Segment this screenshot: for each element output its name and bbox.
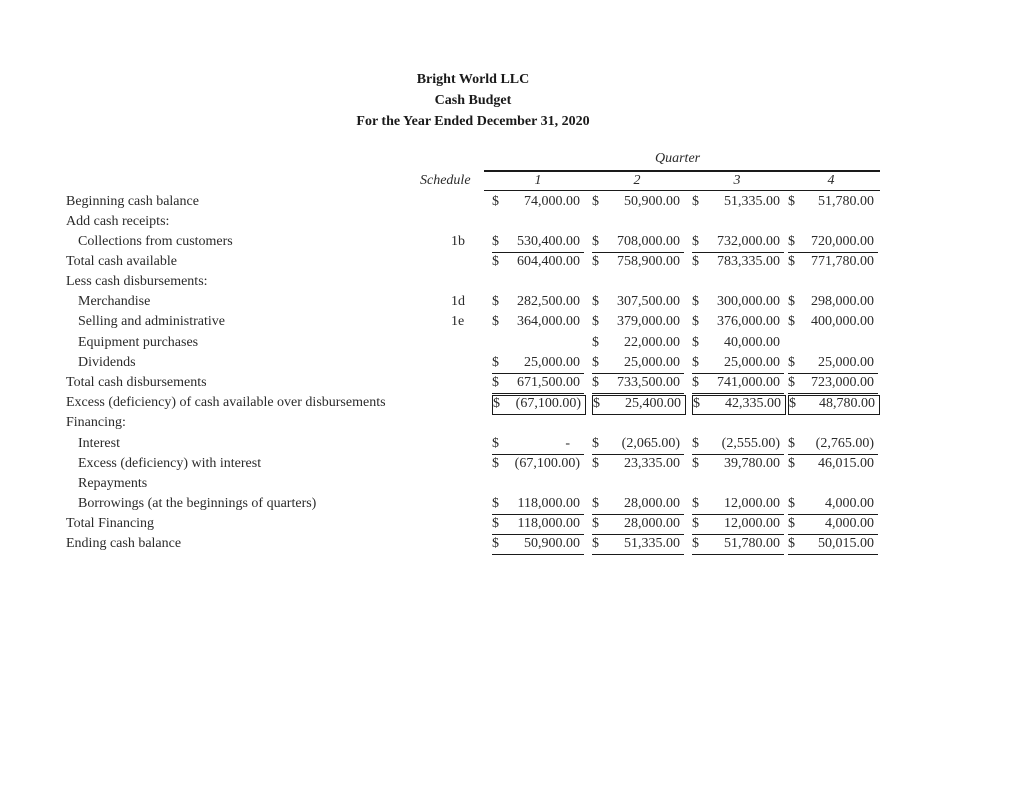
q1-cell: $ 50,900.00 [492, 536, 584, 555]
q4-cell: $ 720,000.00 [788, 234, 878, 253]
q2-cell: $ 50,900.00 [592, 194, 680, 209]
q3-cell: $ 40,000.00 [692, 335, 780, 350]
quarter-numbers-rule [484, 190, 880, 191]
row-repayments [0, 476, 1024, 496]
q2-cell: $ 28,000.00 [592, 516, 684, 535]
row-beginning-cash [0, 194, 1024, 214]
q2-cell: $ 758,900.00 [592, 254, 680, 269]
q2-cell: $ 28,000.00 [592, 496, 684, 515]
q3-cell: $ 376,000.00 [692, 314, 780, 329]
q2-cell: $ 733,500.00 [592, 375, 684, 394]
row-label: Collections from customers [78, 234, 233, 249]
q4-cell: $ 4,000.00 [788, 516, 878, 535]
row-label: Selling and administrative [78, 314, 225, 329]
q2-cell: $ 22,000.00 [592, 335, 680, 350]
schedule-header: Schedule [420, 173, 471, 188]
row-label: Ending cash balance [66, 536, 182, 551]
row-total-cash-available [0, 254, 1024, 274]
q4-cell: $ 771,780.00 [788, 254, 874, 269]
q3-cell: $ 732,000.00 [692, 234, 784, 253]
row-collections [0, 234, 1024, 254]
q4-cell: $ 400,000.00 [788, 314, 874, 329]
row-total-financing [0, 516, 1024, 536]
row-dividends [0, 355, 1024, 375]
q2-cell: $ 23,335.00 [592, 456, 680, 471]
q3-cell: $ 51,335.00 [692, 194, 780, 209]
q1-cell: $ - [492, 436, 584, 455]
q4-cell: $ 723,000.00 [788, 375, 878, 394]
q1-cell: $ 364,000.00 [492, 314, 580, 329]
q3-cell: $ (2,555.00) [692, 436, 784, 455]
q3-cell: $ 51,780.00 [692, 536, 784, 555]
q1-cell: $ 118,000.00 [492, 496, 584, 515]
q1-cell: $ 671,500.00 [492, 375, 584, 394]
q1-cell: $ (67,100.00) [492, 395, 586, 415]
q1-cell: $ 604,400.00 [492, 254, 580, 269]
row-excess-deficiency [0, 395, 1024, 415]
q4-cell: $ 46,015.00 [788, 456, 874, 471]
q3-cell: $ 12,000.00 [692, 516, 784, 535]
q3-cell: $ 39,780.00 [692, 456, 780, 471]
q3-cell: $ 741,000.00 [692, 375, 784, 394]
row-label: Financing: [66, 415, 126, 430]
q1-cell: $ (67,100.00) [492, 456, 580, 471]
row-selling-admin [0, 314, 1024, 334]
row-label: Total cash disbursements [66, 375, 207, 390]
q2-cell: $ 25,400.00 [592, 395, 686, 415]
report-period: For the Year Ended December 31, 2020 [356, 114, 590, 129]
schedule-ref: 1d [451, 294, 465, 309]
row-label: Excess (deficiency) of cash available over disbursements [66, 395, 386, 410]
q2-cell: $ 51,335.00 [592, 536, 684, 555]
q1-cell: $ 118,000.00 [492, 516, 584, 535]
q4-cell: $ 51,780.00 [788, 194, 874, 209]
quarter-4-header: 4 [827, 173, 835, 188]
q2-cell: $ 379,000.00 [592, 314, 680, 329]
row-merchandise [0, 294, 1024, 314]
row-label: Excess (deficiency) with interest [78, 456, 262, 471]
row-label: Total cash available [66, 254, 177, 269]
row-label: Less cash disbursements: [66, 274, 208, 289]
q3-cell: $ 783,335.00 [692, 254, 780, 269]
q4-cell: $ 50,015.00 [788, 536, 878, 555]
q3-cell: $ 25,000.00 [692, 355, 784, 374]
row-label: Beginning cash balance [66, 194, 199, 209]
quarter-2-header: 2 [633, 173, 641, 188]
row-borrowings [0, 496, 1024, 516]
row-excess-with-interest [0, 456, 1024, 476]
row-label: Repayments [78, 476, 148, 491]
report-title: Cash Budget [434, 93, 512, 108]
row-label: Borrowings (at the beginnings of quarters) [78, 496, 317, 511]
q1-cell: $ 25,000.00 [492, 355, 584, 374]
q2-cell: $ 25,000.00 [592, 355, 684, 374]
q4-cell: $ 298,000.00 [788, 294, 874, 309]
company-name: Bright World LLC [416, 72, 530, 87]
row-equipment [0, 335, 1024, 355]
q2-cell: $ 307,500.00 [592, 294, 680, 309]
quarter-3-header: 3 [733, 173, 741, 188]
q3-cell: $ 42,335.00 [692, 395, 786, 415]
row-interest [0, 436, 1024, 456]
q2-cell: $ (2,065.00) [592, 436, 684, 455]
q3-cell: $ 300,000.00 [692, 294, 780, 309]
row-label: Add cash receipts: [66, 214, 170, 229]
quarter-header: Quarter [655, 151, 701, 166]
schedule-ref: 1e [451, 314, 465, 329]
quarter-1-header: 1 [534, 173, 542, 188]
row-label: Total Financing [66, 516, 155, 531]
row-label: Equipment purchases [78, 335, 199, 350]
row-ending-cash [0, 536, 1024, 556]
q4-cell: $ 48,780.00 [788, 395, 880, 415]
row-label: Dividends [78, 355, 136, 370]
row-financing [0, 415, 1024, 435]
q2-cell: $ 708,000.00 [592, 234, 684, 253]
q1-cell: $ 282,500.00 [492, 294, 580, 309]
row-label: Interest [78, 436, 120, 451]
row-less-disbursements [0, 274, 1024, 294]
schedule-ref: 1b [451, 234, 465, 249]
row-label: Merchandise [78, 294, 151, 309]
q4-cell: $ 4,000.00 [788, 496, 878, 515]
row-add-cash-receipts [0, 214, 1024, 234]
q1-cell: $ 74,000.00 [492, 194, 580, 209]
quarter-rule [484, 170, 880, 172]
q1-cell: $ 530,400.00 [492, 234, 584, 253]
row-total-disbursements [0, 375, 1024, 395]
q4-cell: $ (2,765.00) [788, 436, 878, 455]
q4-cell: $ 25,000.00 [788, 355, 878, 374]
q3-cell: $ 12,000.00 [692, 496, 784, 515]
